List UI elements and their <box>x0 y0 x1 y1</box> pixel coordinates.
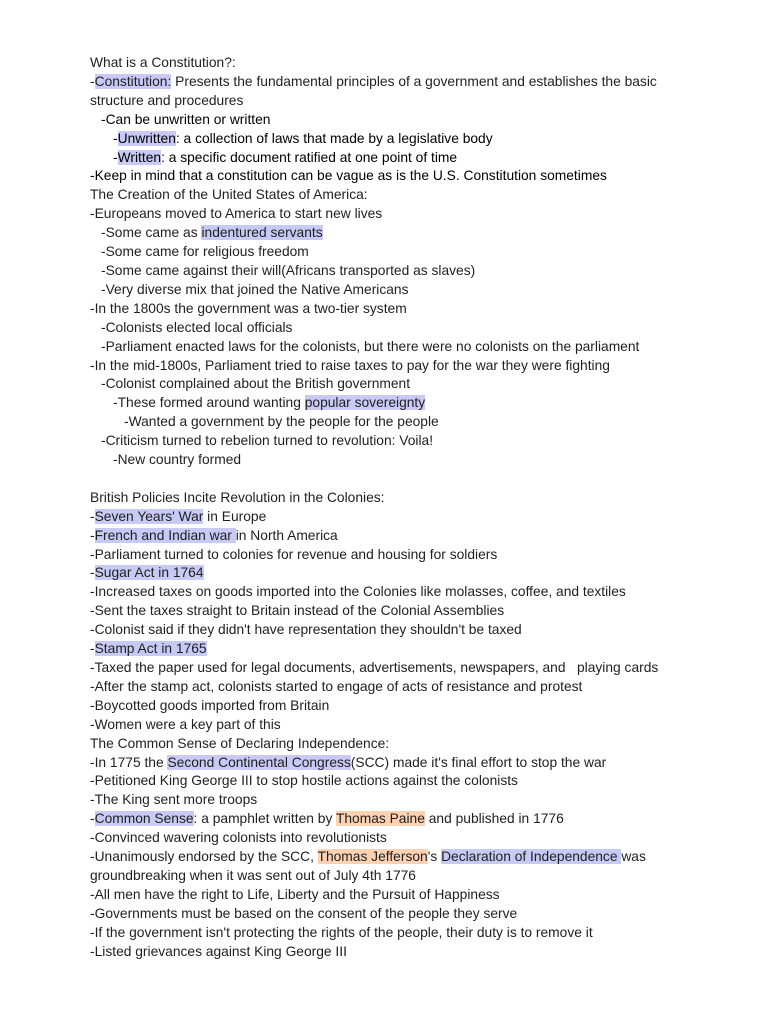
highlighted-person: Thomas Paine <box>335 811 425 827</box>
dash: - <box>90 508 95 524</box>
highlighted-term: Written <box>117 149 162 165</box>
note-line: -Can be unwritten or written <box>101 111 271 127</box>
note-line: -After the stamp act, colonists started to engage of acts of resistance and protest <box>90 678 583 694</box>
note-text: in Europe <box>203 508 267 524</box>
note-line <box>90 394 710 413</box>
note-line: -Some came for religious freedom <box>101 244 309 260</box>
note-line: -The King sent more troops <box>90 792 258 808</box>
highlighted-term: Constitution: <box>94 73 172 89</box>
note-text: 's <box>427 849 442 865</box>
highlighted-term: French and Indian war <box>94 527 236 543</box>
highlighted-term: popular sovereignty <box>304 395 426 411</box>
dash: - <box>113 149 118 165</box>
highlighted-person: Thomas Jefferson <box>317 849 428 865</box>
note-line: -Very diverse mix that joined the Native Americans <box>101 281 409 297</box>
note-line <box>90 149 710 168</box>
note-line: -All men have the right to Life, Liberty and the Pursuit of Happiness <box>90 886 500 902</box>
highlighted-term: Common Sense <box>94 811 194 827</box>
section-title-constitution: What is a Constitution?: <box>90 55 236 70</box>
note-line <box>90 527 710 546</box>
note-text: -Some came as <box>101 225 202 241</box>
note-text: and published in 1776 <box>424 811 564 827</box>
dash: - <box>90 811 95 827</box>
note-line: -Women were a key part of this <box>90 716 281 732</box>
note-line <box>90 848 710 886</box>
note-line: -Keep in mind that a constitution can be vague as is the U.S. Constitution sometimes <box>90 168 607 184</box>
note-line: -Colonist complained about the British government <box>101 376 411 392</box>
note-line: -Some came against their will(Africans transported as slaves) <box>101 262 476 278</box>
note-text: -Unanimously endorsed by the SCC, <box>90 849 318 865</box>
note-line: -Parliament turned to colonies for revenue and housing for soldiers <box>90 546 498 562</box>
note-line: -Wanted a government by the people for the people <box>124 414 439 430</box>
note-line <box>90 73 710 111</box>
note-line: -Governments must be based on the consent of the people they serve <box>90 905 518 921</box>
note-line <box>90 508 710 527</box>
highlighted-term: Declaration of Independence <box>441 849 622 865</box>
note-line: -If the government isn't protecting the rights of the people, their duty is to remove it <box>90 924 593 940</box>
note-text: : a pamphlet written by <box>193 811 336 827</box>
note-line <box>90 224 710 243</box>
note-line <box>90 640 710 659</box>
note-line: -Europeans moved to America to start new lives <box>90 206 383 222</box>
document-body <box>90 54 710 961</box>
blank-line <box>90 470 710 489</box>
highlighted-term: Sugar Act in 1764 <box>94 565 204 581</box>
section-title-creation: The Creation of the United States of America: <box>90 187 368 203</box>
note-line <box>90 810 710 829</box>
dash: - <box>90 73 95 89</box>
note-text: (SCC) made it's final effort to stop the war <box>350 754 607 770</box>
note-line: -Taxed the paper used for legal documents, advertisements, newspapers, and playing cards <box>90 659 659 675</box>
note-line: -Increased taxes on goods imported into the Colonies like molasses, coffee, and textiles <box>90 584 626 600</box>
section-title-british-policies: British Policies Incite Revolution in the Colonies: <box>90 489 385 505</box>
section-title-common-sense: The Common Sense of Declaring Independence: <box>90 735 390 751</box>
note-line: -In the 1800s the government was a two-tier system <box>90 300 407 316</box>
note-text: : a specific document ratified at one point of time <box>161 149 458 165</box>
note-line: -In the mid-1800s, Parliament tried to raise taxes to pay for the war they were fighting <box>90 357 610 373</box>
note-text: -These formed around wanting <box>113 395 305 411</box>
note-line: -Convinced wavering colonists into revolutionists <box>90 830 387 846</box>
note-text: Presents the fundamental principles of a government and establishes the basic structure and procedures <box>90 73 657 108</box>
note-line: -Listed grievances against King George III <box>90 943 347 959</box>
note-line: -Criticism turned to rebelion turned to revolution: Voila! <box>101 433 434 449</box>
note-line: -Colonist said if they didn't have representation they shouldn't be taxed <box>90 622 522 638</box>
highlighted-term: Stamp Act in 1765 <box>94 641 207 657</box>
note-line: -Sent the taxes straight to Britain instead of the Colonial Assemblies <box>90 603 505 619</box>
note-line: -Colonists elected local officials <box>101 319 293 335</box>
dash: - <box>113 130 118 146</box>
highlighted-term: Second Continental Congress <box>167 754 351 770</box>
note-line: -Boycotted goods imported from Britain <box>90 697 330 713</box>
note-line <box>90 130 710 149</box>
note-line: -Petitioned King George III to stop hostile actions against the colonists <box>90 773 518 789</box>
dash: - <box>90 641 95 657</box>
note-line <box>90 564 710 583</box>
note-line: -New country formed <box>113 452 242 468</box>
note-line: -Parliament enacted laws for the colonists, but there were no colonists on the parliament <box>101 338 640 354</box>
note-text: in North America <box>235 527 338 543</box>
note-text: -In 1775 the <box>90 754 168 770</box>
highlighted-term: Seven Years' War <box>94 508 204 524</box>
note-text: : a collection of laws that made by a legislative body <box>175 130 493 146</box>
note-text: was groundbreaking when it was sent out of July 4th 1776 <box>90 849 646 883</box>
dash: - <box>90 565 95 581</box>
note-line <box>90 754 710 773</box>
highlighted-term: Unwritten <box>117 130 176 146</box>
highlighted-term: indentured servants <box>201 225 323 241</box>
dash: - <box>90 527 95 543</box>
